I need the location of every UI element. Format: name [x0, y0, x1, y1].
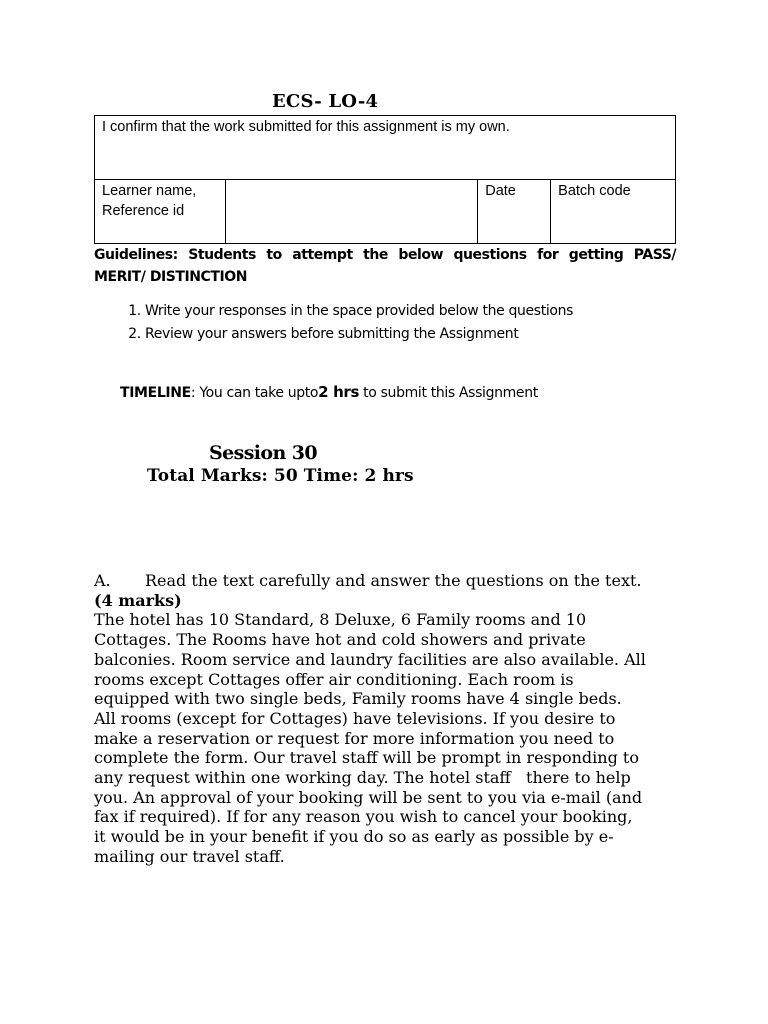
passage-line: complete the form. Our travel staff will be prompt in responding to	[94, 748, 639, 768]
learner-name-label: Learner name,	[102, 183, 197, 199]
passage-line: you. An approval of your booking will be sent to you via e-mail (and	[94, 787, 643, 807]
passage-line: any request within one working day. The hotel staff there to help	[94, 768, 631, 788]
question-letter: A.	[94, 571, 111, 590]
timeline-note	[120, 381, 538, 404]
learner-label-cell	[95, 180, 226, 244]
learner-details-row	[95, 180, 676, 244]
learner-name-field[interactable]	[225, 180, 477, 244]
list-item: 2. Review your answers before submitting the Assignment	[145, 323, 573, 346]
session-title: Session 30	[209, 442, 317, 464]
question-marks: (4 marks)	[94, 590, 182, 610]
passage-line: Cottages. The Rooms have hot and cold showers and private	[94, 630, 586, 650]
confirmation-text: I confirm that the work submitted for this assignment is my own.	[102, 119, 510, 135]
batch-code-cell	[551, 180, 676, 244]
passage-line: The hotel has 10 Standard, 8 Deluxe, 6 Family rooms and 10	[94, 610, 587, 630]
passage-line: make a reservation or request for more information you need to	[94, 728, 615, 748]
reference-id-label: Reference id	[102, 203, 185, 219]
passage-line: rooms except Cottages offer air conditioning. Each room is	[94, 669, 574, 689]
question-a	[94, 571, 694, 867]
total-marks-time: Total Marks: 50 Time: 2 hrs	[147, 466, 414, 486]
batch-code-label: Batch code	[558, 183, 631, 199]
question-passage	[94, 610, 694, 866]
document-title: ECS- LO-4	[272, 91, 379, 112]
passage-line: All rooms (except for Cottages) have televisions. If you desire to	[94, 708, 616, 728]
passage-line: equipped with two single beds, Family rooms have 4 single beds.	[94, 689, 622, 709]
question-a-heading	[94, 571, 694, 591]
date-cell	[478, 180, 551, 244]
timeline-label: TIMELINE	[120, 385, 191, 401]
guidelines-list	[94, 300, 573, 346]
confirmation-row	[95, 116, 676, 180]
passage-line: it would be in your benefit if you do so as early as possible by e-	[94, 827, 614, 847]
guidelines-text: Guidelines: Students to attempt the below questions for getting PASS/ MERIT/ DISTINCTION	[94, 247, 676, 285]
learner-info-table	[94, 115, 676, 244]
passage-line: fax if required). If for any reason you wish to cancel your booking,	[94, 807, 633, 827]
passage-line: balconies. Room service and laundry facilities are also available. All	[94, 649, 646, 669]
timeline-text-after: to submit this Assignment	[359, 385, 538, 401]
date-label: Date	[485, 183, 516, 199]
list-item: 1. Write your responses in the space provided below the questions	[145, 300, 573, 323]
timeline-text-before: : You can take upto	[190, 385, 319, 401]
confirmation-cell	[95, 116, 676, 180]
timeline-duration: 2 hrs	[318, 383, 360, 401]
passage-line: mailing our travel staff.	[94, 846, 285, 866]
question-instruction: Read the text carefully and answer the questions on the text.	[145, 571, 642, 590]
